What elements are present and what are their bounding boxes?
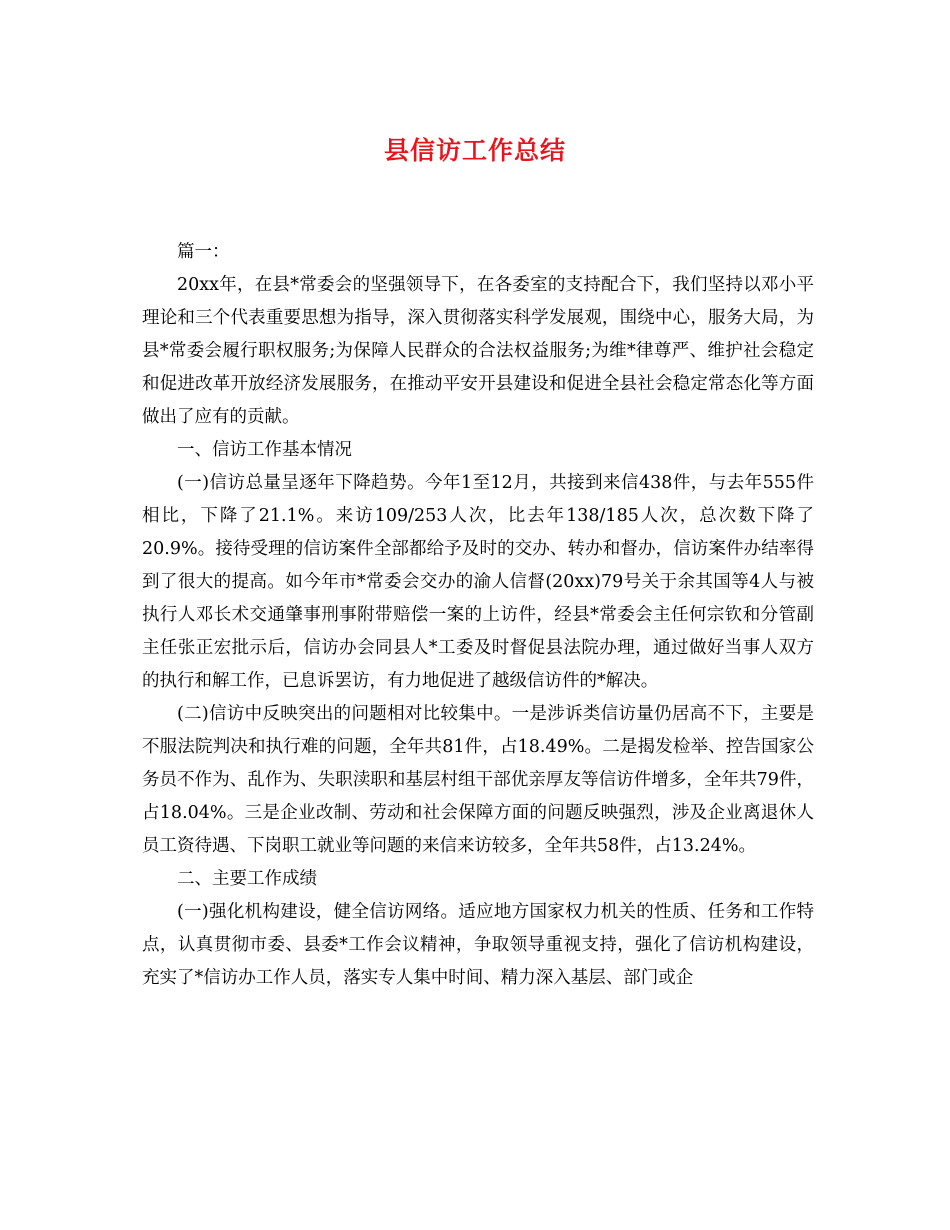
document-body: [142, 236, 814, 995]
paragraph-intro: 20xx年，在县*常委会的坚强领导下，在各委室的支持配合下，我们坚持以邓小平理论和三个代表重要思想为指导，深入贯彻落实科学发展观，围绕中心，服务大局，为县*常委会履行职权服务;为保障人民群众的合法权益服务;为维*律尊严、维护社会稳定和促进改革开放经济发展服务，在推动平安开县建设和促进全县社会稳定常态化等方面做出了应有的贡献。: [142, 275, 814, 427]
paragraph-institution-building: (一)强化机构建设，健全信访网络。适应地方国家权力机关的性质、任务和工作特点，认真贯彻市委、县委*工作会议精神，争取领导重视支持，强化了信访机构建设，充实了*信访办工作人员，落实专人集中时间、精力深入基层、部门或企: [142, 902, 814, 988]
paragraph-concentrated-issues: (二)信访中反映突出的问题相对比较集中。一是涉诉类信访量仍居高不下，主要是不服法院判决和执行难的问题，全年共81件，占18.49%。二是揭发检举、控告国家公务员不作为、乱作为、失职渎职和基层村组干部优亲厚友等信访件增多，全年共79件，占18.04%。三是企业改制、劳动和社会保障方面的问题反映强烈，涉及企业离退休人员工资待遇、下岗职工就业等问题的来信来访较多，全年共58件，占13.24%。: [142, 704, 814, 856]
paragraph-section-label: 篇一：: [177, 242, 230, 262]
heading-basic-situation: 一、信访工作基本情况: [177, 440, 352, 460]
heading-main-achievements: 二、主要工作成绩: [177, 869, 317, 889]
paragraph-volume-decline: (一)信访总量呈逐年下降趋势。今年1至12月，共接到来信438件，与去年555件相比，下降了21.1%。来访109/253人次，比去年138/185人次，总次数下降了20.9%。接待受理的信访案件全部都给予及时的交办、转办和督办，信访案件办结率得到了很大的提高。如今年市*常委会交办的渝人信督(20xx)79号关于余其国等4人与被执行人邓长术交通肇事刑事附带赔偿一案的上访件，经县*常委会主任何宗钦和分管副主任张正宏批示后，信访办会同县人*工委及时督促县法院办理，通过做好当事人双方的执行和解工作，已息诉罢访，有力地促进了越级信访件的*解决。: [142, 473, 814, 691]
document-title: 县信访工作总结: [383, 136, 566, 165]
